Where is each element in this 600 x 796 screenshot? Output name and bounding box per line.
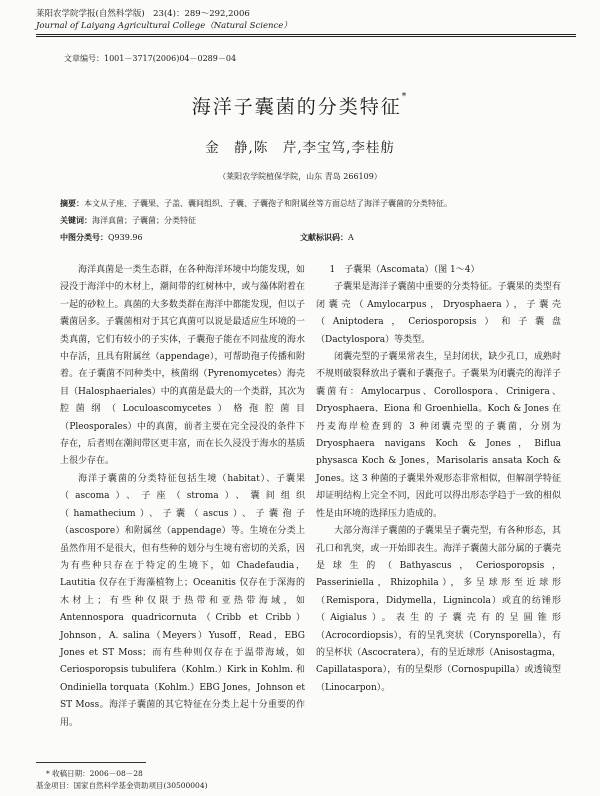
body-paragraph: 海洋子囊菌的分类特征包括生境（habitat）、子囊果（ascoma）、子座（stroma）、囊间组织（hamathecium）、子囊（ascus）、子囊孢子（ascospore）和附属丝（appendage）等。生境在分类上虽然作用不是很大，但有些种的划分与生境有密切的关系，因为有些种只存在于特定的生境下，如 Chadefaudia，Lautitia 仅存在于海藻植物上；Oceanitis 仅存在于深海的木材上；有些种仅限于热带和亚热带海域，如 Antennospora quadricornuta（Cribb et Cribb）Johnson，A. salina（Meyers）Yusoff，Read，EBG Jones et ST Moss；而有些种则仅存在于温带海域，如 Ceriosporopsis tubulifera（Kohlm.）Kirk in Kohlm. 和 Ondiniella torquata（Kohlm.）EBG Jones，Johnson et ST Moss。海洋子囊菌的其它特征在分类上起十分重要的作用。	[60, 473, 305, 728]
document-code	[300, 231, 354, 245]
section-heading: 1 子囊果（Ascomata）（图 1～4）	[329, 265, 480, 275]
affiliation: （莱阳农学院植保学院，山东 青岛 266109）	[218, 172, 382, 181]
clc-text: Q939.96	[108, 233, 143, 242]
footnote-fund: 基金项目：国家自然科学基金资助项目(30500004)	[36, 781, 208, 790]
left-column	[60, 262, 305, 732]
header-rule-bottom	[36, 36, 576, 37]
article-number: 文章编号：1001－3717(2006)04－0289－04	[64, 54, 237, 63]
abstract-label: 摘要：	[60, 198, 84, 208]
body-paragraph: 子囊果是海洋子囊菌中重要的分类特征。子囊果的类型有闭囊壳（Amylocarpus，Dryosphaera），子囊壳（Aniptodera，Ceriosporopsis）和子囊盘（Dactylospora）等类型。	[316, 282, 561, 345]
keywords-label: 关键词：	[60, 216, 92, 225]
header-rule-top	[36, 34, 576, 35]
body-paragraph: 海洋真菌是一类生态群，在各种海洋环境中均能发现，如浸没于海洋中的木材上，潮间带的红树林中，或与藻体附着在一起的砂粒上。真菌的大多数类群在海洋中都能发现，但以子囊菌居多。子囊菌相对于其它真菌可以说是最适应生环境的一类真菌，它们有较小的子实体，子囊孢子能在不同盐度的海水中存活，且具有附属丝（appendage），可帮助孢子传播和附着。在子囊菌不同种类中，核菌纲（Pyrenomycetes）海壳目（Halosphaeriales）中的真菌是最大的一个类群，其次为腔菌纲（Loculoascomycetes）格孢腔菌目（Pleosporales）中的真菌，前者主要在完全浸没的条件下存在，后者则在潮间带区更丰富，而在长久浸没于海水的基质上很少存在。	[60, 265, 305, 467]
doc-code-label: 文献标识码：	[300, 233, 348, 242]
footnote-rule	[36, 762, 146, 763]
paper-title	[0, 92, 600, 119]
title-footnote-mark: *	[401, 92, 409, 102]
footnote-received: * 收稿日期：2006－08－28	[46, 769, 143, 778]
title-text: 海洋子囊菌的分类特征	[191, 96, 402, 118]
keywords-text: 海洋真菌；子囊菌；分类特征	[92, 216, 196, 225]
author-list: 金 静,陈 芹,李宝笃,李桂舫	[205, 140, 395, 156]
abstract-text: 本文从子座、子囊果、子盖、囊间组织、子囊、子囊孢子和附属丝等方面总结了海洋子囊菌的分类特征。	[84, 199, 452, 208]
abstract	[60, 196, 560, 211]
body-paragraph: 大部分海洋子囊菌的子囊果呈子囊壳型，有各种形态，其孔口和乳突，或一开始即表生。海洋子囊菌大部分属的子囊壳是球生的（Bathyascus，Ceriosporopsis，Passeriniella，Rhizophila），多呈球形至近球形（Remispora，Didymella，Lignincola）或直的纺锤形（Aigialus）。表生的子囊壳有的呈圆锥形（Acrocordiopsis），有的呈乳突状（Corynsporella），有的呈杯状（Ascocratera），有的呈近球形（Anisostagma，Capillataspora），有的呈梨形（Cornospupilla）或透镜型（Linocarpon）。	[316, 526, 561, 693]
body-paragraph: 闭囊壳型的子囊果常表生，呈封闭状，缺少孔口，成熟时不规则破裂释放出子囊和子囊孢子。子囊果为闭囊壳的海洋子囊菌有：Amylocarpus、Corollospora、Crinigera、Dryosphaera、Eiona 和 Groenhiella。Koch & Jones 在丹麦海岸检查到的 3 种闭囊壳型的子囊菌，分别为 Dryosphaera navigans Koch & Jones，Biflua physasca Koch & Jones，Marisolaris ansata Koch & Jones。这 3 种菌的子囊果外观形态非常相似，但解剖学特征却证明结构上完全不同，因此可以得出形态学趋于一致的相似性是由环境的选择压力造成的。	[316, 352, 561, 519]
journal-english-title: Journal of Laiyang Agricultural College（Natural Science）	[36, 21, 292, 31]
right-column	[316, 262, 561, 697]
clc-label: 中图分类号：	[60, 233, 108, 242]
journal-citation: 莱阳农学院学报(自然科学版) 23(4)：289～292,2006	[36, 9, 250, 19]
doc-code-text: A	[348, 233, 354, 242]
clc-number	[60, 231, 143, 245]
keywords	[60, 214, 196, 228]
